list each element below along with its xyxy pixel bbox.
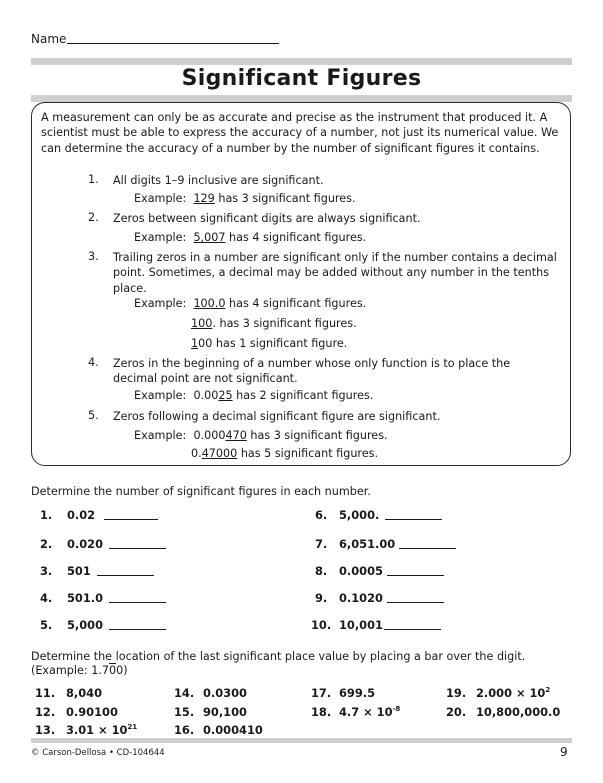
question-value: 0.1020 — [339, 591, 383, 605]
rule-number: 4. — [88, 356, 99, 369]
answer-blank[interactable] — [399, 548, 456, 549]
question-number: 6. — [315, 508, 328, 522]
example-text: has 3 significant figures. — [246, 429, 388, 442]
question-number: 13. — [35, 723, 56, 737]
example-text: has 5 significant figures. — [237, 447, 379, 460]
example-text: has 4 significant figures. — [225, 231, 367, 244]
question-value: 0.02 — [67, 508, 96, 522]
question-number: 16. — [174, 723, 195, 737]
question-number: 8. — [315, 564, 328, 578]
rule-text: Zeros following a decimal significant figure are significant. — [113, 410, 441, 423]
question-value — [339, 705, 400, 719]
example-5a — [134, 429, 388, 442]
example-number: 1 — [191, 337, 199, 350]
example-text: has 1 significant figure. — [212, 337, 348, 350]
value-base: 3.01 × 10 — [66, 723, 128, 737]
rule-number: 1. — [88, 173, 99, 186]
example-prefix: 0.00 — [193, 389, 219, 402]
rule-number: 3. — [88, 250, 99, 263]
question-number: 4. — [40, 591, 53, 605]
question-number: 14. — [174, 686, 195, 700]
example-number: 470 — [225, 429, 247, 442]
question-value: 699.5 — [339, 686, 376, 700]
example-post: 0) — [116, 664, 128, 677]
question-number: 7. — [315, 537, 328, 551]
rule-text: All digits 1–9 inclusive are significant. — [113, 174, 324, 187]
question-value: 8,040 — [66, 686, 103, 700]
question-value: 6,051.00 — [339, 537, 396, 551]
example-number: 47000 — [201, 447, 238, 460]
example-prefix: 0. — [191, 447, 202, 460]
example-3b — [191, 317, 357, 330]
page-title: Significant Figures — [181, 66, 422, 91]
question-number: 19. — [446, 686, 467, 700]
question-value: 0.90100 — [66, 705, 118, 719]
example-5b — [191, 447, 378, 460]
answer-blank[interactable] — [109, 602, 166, 603]
example-label: Example: — [134, 231, 187, 244]
question-value — [476, 686, 550, 700]
rule-text: Trailing zeros in a number are significant only if the number contains a decimal point. Sometimes, a decimal may be added without any number in the tenths place. — [113, 251, 557, 295]
example-label: Example: — [134, 429, 187, 442]
example-label: Example: — [134, 192, 187, 205]
section2-instruction: Determine the location of the last significant place value by placing a bar over the digit. — [31, 650, 526, 663]
example-number: 129 — [193, 192, 215, 205]
question-number: 10. — [311, 618, 332, 632]
example-text: has 2 significant figures. — [232, 389, 374, 402]
page-number: 9 — [560, 745, 568, 759]
example-text: has 3 significant figures. — [215, 317, 357, 330]
bar-over-digit: 0 — [109, 664, 117, 677]
value-base: 4.7 × 10 — [339, 705, 393, 719]
question-number: 11. — [35, 686, 56, 700]
rule-number: 5. — [88, 409, 99, 422]
value-exponent: -8 — [392, 705, 401, 714]
question-value: 501.0 — [67, 591, 104, 605]
question-value: 5,000 — [67, 618, 104, 632]
question-value: 90,100 — [203, 705, 247, 719]
example-3c — [191, 337, 347, 350]
example-pre: (Example: 1.7 — [31, 664, 110, 677]
question-value: 0.000410 — [203, 723, 263, 737]
value-base: 2.000 × 10 — [476, 686, 546, 700]
example-number: 100.0 — [193, 297, 226, 310]
value-exponent: 2 — [545, 686, 551, 695]
title-divider — [31, 95, 572, 102]
example-4 — [134, 389, 373, 402]
section2-example — [31, 664, 128, 678]
question-value: 0.020 — [67, 537, 104, 551]
footer-divider — [31, 738, 572, 743]
example-label: Example: — [134, 297, 187, 310]
answer-blank[interactable] — [385, 519, 442, 520]
answer-blank[interactable] — [387, 575, 444, 576]
example-dot: . — [212, 317, 216, 330]
example-3a — [134, 297, 366, 310]
rule-text: Zeros in the beginning of a number whose only function is to place the decimal point are not significant. — [113, 357, 511, 386]
question-value: 10,001 — [339, 618, 383, 632]
question-number: 17. — [311, 686, 332, 700]
example-text: has 3 significant figures. — [214, 192, 356, 205]
question-number: 5. — [40, 618, 53, 632]
rule-text: Zeros between significant digits are always significant. — [113, 212, 421, 225]
question-number: 18. — [311, 705, 332, 719]
answer-blank[interactable] — [384, 629, 441, 630]
answer-blank[interactable] — [387, 602, 444, 603]
question-value: 10,800,000.0 — [476, 705, 561, 719]
question-value — [66, 723, 137, 737]
answer-blank[interactable] — [97, 575, 154, 576]
question-value: 501 — [67, 564, 91, 578]
question-number: 12. — [35, 705, 56, 719]
section1-instruction: Determine the number of significant figures in each number. — [31, 485, 371, 498]
answer-blank[interactable] — [109, 548, 166, 549]
question-value: 0.0300 — [203, 686, 247, 700]
question-value: 5,000. — [339, 508, 380, 522]
example-number: 100 — [191, 317, 213, 330]
question-number: 9. — [315, 591, 328, 605]
rule-number: 2. — [88, 211, 99, 224]
question-number: 2. — [40, 537, 53, 551]
copyright: © Carson-Dellosa • CD-104644 — [31, 748, 165, 758]
answer-blank[interactable] — [109, 629, 166, 630]
example-2 — [134, 231, 366, 244]
example-text: has 4 significant figures. — [225, 297, 367, 310]
question-number: 15. — [174, 705, 195, 719]
question-value: 0.0005 — [339, 564, 383, 578]
example-label: Example: — [134, 389, 187, 402]
question-number: 1. — [40, 508, 53, 522]
question-number: 3. — [40, 564, 53, 578]
question-number: 20. — [446, 705, 467, 719]
answer-blank[interactable] — [104, 519, 158, 520]
example-1 — [134, 192, 356, 205]
value-exponent: 21 — [127, 723, 138, 732]
name-input-line[interactable] — [67, 43, 279, 44]
example-number: 5,007 — [193, 231, 226, 244]
example-rest: 00 — [198, 337, 213, 350]
example-prefix: 0.000 — [193, 429, 226, 442]
intro-paragraph: A measurement can only be as accurate and precise as the instrument that produced it. A scientist must be able to express the accuracy of a number, not just its numerical value. We can determine the accuracy of a number by the number of significant figures it contains. — [41, 111, 559, 155]
top-divider — [31, 58, 572, 65]
example-number: 25 — [218, 389, 233, 402]
name-label: Name — [31, 32, 67, 46]
